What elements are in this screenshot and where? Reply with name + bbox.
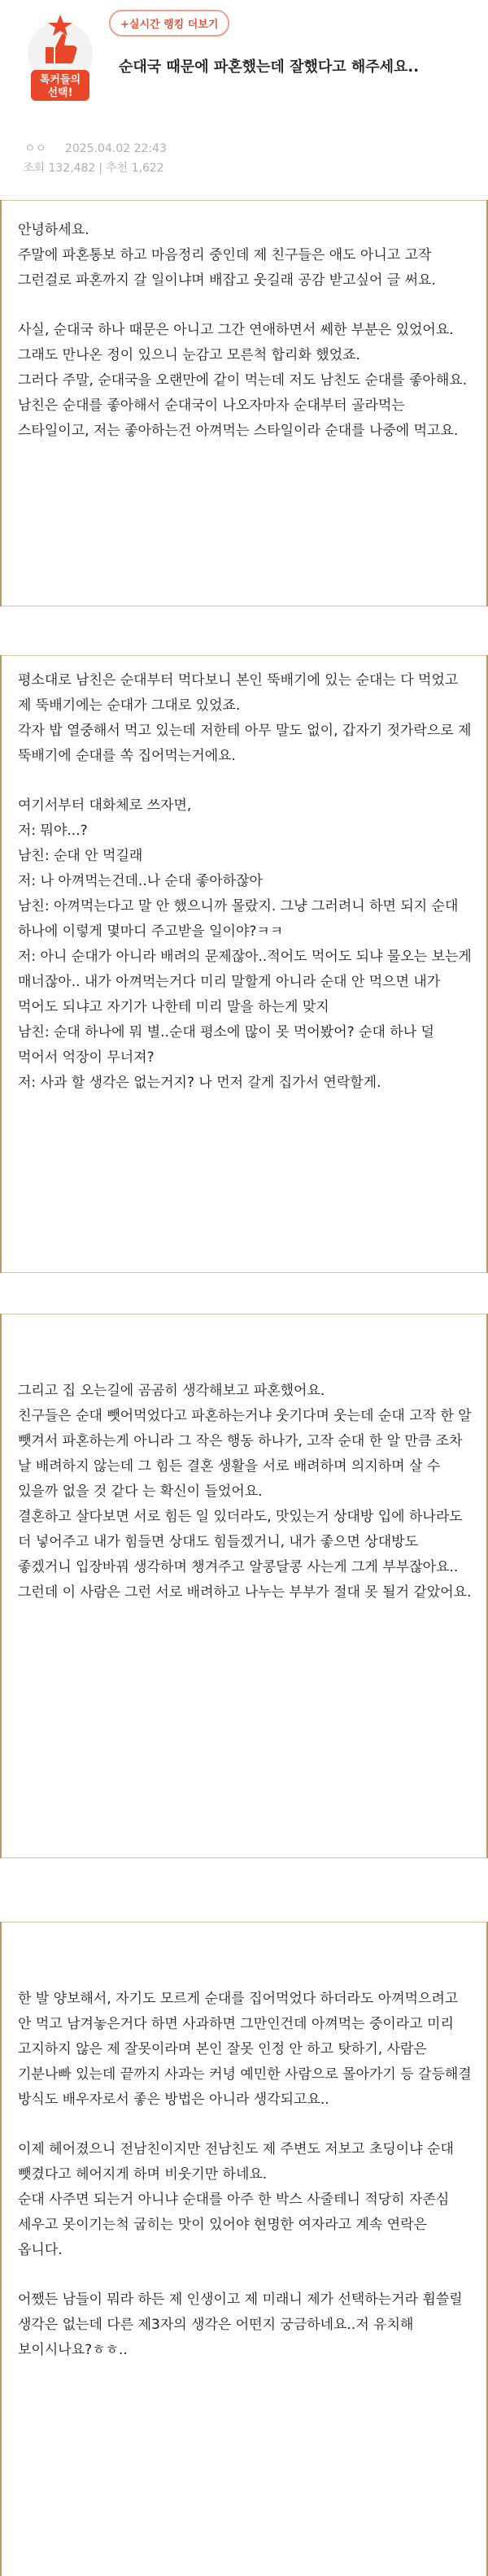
paragraph: 여기서부터 대화체로 쓰자면, (18, 797, 192, 814)
paragraph: 친구들은 순대 뺏어먹었다고 파혼하는거냐 웃기다며 웃는데 순대 고작 한 알 뺏겨서 파혼하는게 아니라 그 작은 행동 하나가, 고작 순대 한 알 만큼 조차 날 배려하지 않는데 그 힘든 결혼 생활을 서로 배려하며 의지하며 살 수 있을까 없을 것 같다 는 확신이 들었어요. (18, 1408, 472, 1500)
paragraph: 순대 사주면 되는거 아니냐 순대를 아주 한 박스 사줄테니 적당히 자존심 세우고 못이기는척 굽히는 맛이 있어야 현명한 여자라고 계속 연락은 옵니다. (18, 2192, 450, 2258)
paragraph: 주말에 파혼통보 하고 마음정리 중인데 제 친구들은 애도 아니고 고작 그런걸로 파혼까지 갈 일이냐며 배잡고 웃길래 공감 받고싶어 글 써요. (18, 247, 436, 289)
section-border-left (0, 1314, 2, 1858)
section-border-left (0, 655, 2, 1273)
paragraph: 남친: 아껴먹는다고 말 안 했으니까 몰랐지. 그냥 그러려니 하면 되지 순대 하나에 이렇게 몇마디 주고받을 일이야?ㅋㅋ (18, 898, 459, 940)
section-1-text (18, 218, 472, 444)
paragraph: 이제 헤어졌으니 전남친이지만 전남친도 제 주변도 저보고 초딩이냐 순대 뺏겼다고 헤어지게 하며 비웃기만 하네요. (18, 2141, 454, 2183)
paragraph: 안녕하세요. (18, 222, 89, 238)
post-date: 2025.04.02 22:43 (64, 142, 167, 155)
realtime-ranking-link[interactable]: +실시간 랭킹 더보기 (109, 10, 229, 37)
paragraph: 사실, 순대국 하나 때문은 아니고 그간 연애하면서 쎄한 부분은 있었어요. 그래도 만나온 정이 있으니 눈감고 모른척 합리화 했었죠. (18, 322, 454, 363)
paragraph: 그러다 주말, 순대국을 오랜만에 같이 먹는데 저도 남친도 순대를 좋아해요. 남친은 순대를 좋아해서 순대국이 나오자마자 순대부터 골라먹는 스타일이고, 저는 좋아하는건 아껴먹는 스타일이라 순대를 나중에 먹고요. (18, 372, 468, 439)
paragraph: 어쨌든 남들이 뭐라 하든 제 인생이고 제 미래니 제가 선택하는거라 휩쓸릴 생각은 없는데 다른 제3자의 생각은 어떤지 궁금하네요..저 유치해 보이시나요?ㅎㅎ.. (18, 2291, 463, 2358)
section-2-text (18, 668, 472, 1096)
paragraph: 한 발 양보해서, 자기도 모르게 순대를 집어먹었다 하더라도 아껴먹으려고 안 먹고 남겨놓은거다 하면 사과하면 그만인건데 아껴먹는 중이라고 미리 고지하지 않은 제 잘못이라며 본인 잘못 인정 안 하고 탓하기, 사람은 기분나빠 있는데 끝까지 사과는 커녕 예민한 사람으로 몰아가기 등 갈등해결 방식도 배우자로서 좋은 방법은 아니라 생각되고요.. (18, 1991, 472, 2108)
author-name: ㅇㅇ (24, 142, 47, 155)
post-title: 순대국 때문에 파혼했는데 잘했다고 해주세요.. (119, 59, 420, 76)
post-meta-author-date (24, 140, 167, 156)
content-section-4 (0, 1922, 488, 2576)
recommend-count: 추천 1,622 (106, 162, 164, 175)
paragraph: 저: 뭐야...? (18, 823, 88, 839)
paragraph: 그리고 집 오는길에 곰곰히 생각해보고 파혼했어요. (18, 1383, 325, 1399)
content-section-3 (0, 1314, 488, 1858)
content-section-2 (0, 655, 488, 1273)
paragraph: 저: 사과 할 생각은 없는거지? 나 먼저 갈게 집가서 연락할게. (18, 1075, 381, 1091)
talker-choice-badge-icon (21, 11, 99, 107)
paragraph: 결혼하고 살다보면 서로 힘든 일 있더라도, 맛있는거 상대방 입에 하나라도 더 넣어주고 내가 힘들면 상대도 힘들겠거니, 내가 좋으면 상대방도 좋겠거니 입장바꿔 생각하며 챙겨주고 알콩달콩 사는게 그게 부부잖아요.. (18, 1509, 463, 1575)
paragraph: 그런데 이 사람은 그런 서로 배려하고 나누는 부부가 절대 못 될거 같았어요. (18, 1584, 472, 1601)
paragraph: 평소대로 남친은 순대부터 먹다보니 본인 뚝배기에 있는 순대는 다 먹었고 제 뚝배기에는 순대가 그대로 있었죠. (18, 672, 459, 714)
section-3-text (18, 1379, 472, 1605)
paragraph: 각자 밥 열중해서 먹고 있는데 저한테 아무 말도 없이, 갑자기 젓가락으로 제 뚝배기에 순대를 쏙 집어먹는거에요. (18, 723, 472, 764)
section-4-text (18, 1987, 472, 2363)
badge-text-1: 톡커들의 (39, 74, 81, 86)
post-header (0, 0, 488, 218)
paragraph: 저: 나 아껴먹는건데..나 순대 좋아하잖아 (18, 873, 263, 889)
paragraph: 남친: 순대 안 먹길래 (18, 848, 143, 864)
paragraph: 저: 아니 순대가 아니라 배려의 문제잖아..적어도 먹어도 되냐 물오는 보는게 매너잖아.. 내가 아껴먹는거다 미리 말할게 아니라 순대 안 먹으면 내가 먹어도 되냐고 자기가 나한테 미리 말을 하는게 맞지 (18, 949, 472, 1015)
section-border-left (0, 1922, 2, 2576)
view-count: 조회 132,482 (23, 162, 96, 175)
post-meta-stats: 조회 132,482 | 추천 1,622 (23, 162, 164, 175)
paragraph: 남친: 순대 하나에 뭐 별..순대 평소에 많이 못 먹어봤어? 순대 하나 덜 먹어서 억장이 무너져? (18, 1024, 434, 1066)
badge-text-2: 선택! (47, 87, 73, 99)
header-divider (0, 195, 488, 196)
section-border-left (0, 200, 2, 606)
content-section-1 (0, 200, 488, 606)
